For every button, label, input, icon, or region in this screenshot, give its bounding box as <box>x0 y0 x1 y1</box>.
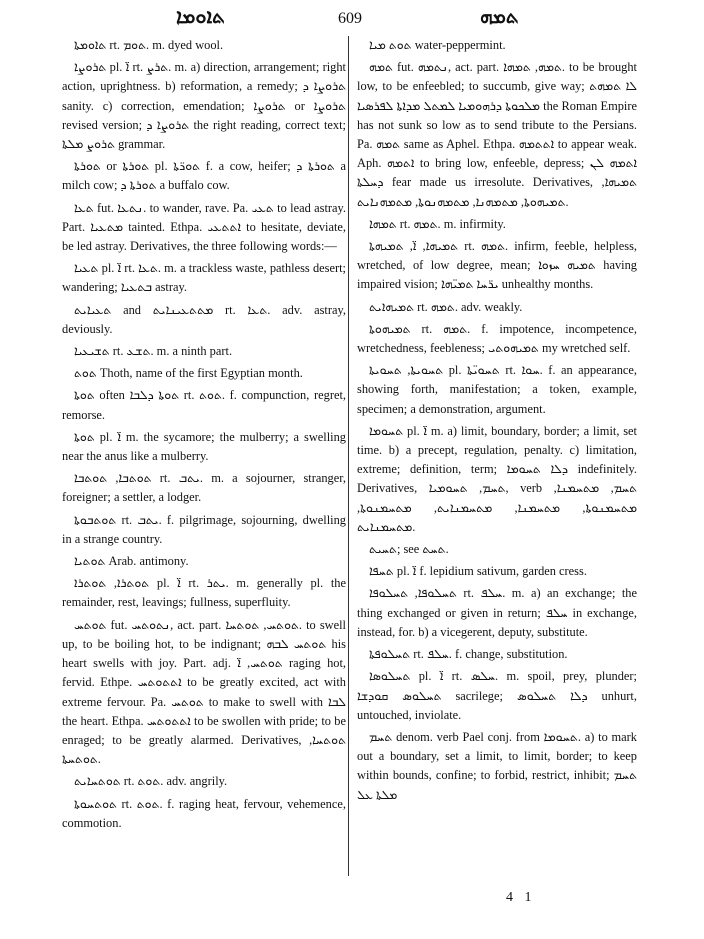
dictionary-entry: ܬܚܡ denom. verb Pael conj. from ܬܚܘܡܐ. a) to mark out a boundary, set a limit, to limit, border; to keep within bounds, confine; to forbid, restrict, inhibit; ܬܚܡ ܡܠܬܐ ܥܠ <box>357 729 637 802</box>
dictionary-entry: ܬܚܘܡܐ pl. ܐ̈ m. a) limit, boundary, border; a limit, set time. b) a precept, regulation, penalty. c) limitation, extreme; definition, term; ܕܠܐ ܬܚܘܡܐ indefinitely. Derivatives, ܬܚܡ, ܬܚܘܡܝܐ, verb ܬܚܡ, ܡܬܚܡܢܐ, ܡܬܚܡܢܘܬܐ, ܡܬܚܡܢܐ, ܡܬܚܡܢܐܝܬ, ܡܬܚܡܢܘܬܐ, ܡܬܚܡܢܐܝܬ. <box>357 423 638 534</box>
running-head-left: ܬܐܘܡܐ <box>176 6 225 28</box>
dictionary-entry: ܬܫܝܥܝܐ rt. ܬܫܥ. m. a ninth part. <box>74 344 233 359</box>
dictionary-entry: ܬܘܬ ܡܝܐ water-peppermint. <box>369 38 506 52</box>
dictionary-entry: ܬܥܝܐ pl. ܐ̈ rt. ܬܥܐ. m. a trackless waste, pathless desert; wandering; ܒܬܥܝܐ astray. <box>62 261 346 295</box>
dictionary-entry: ܬܘܬܐ often ܬܘܬܐ ܕܠܒܐ rt. ܬܘܬ. f. compunction, regret, remorse. <box>62 388 346 422</box>
dictionary-entry: ܬܡܝܗܐܝܬ rt. ܬܡܗ. adv. weakly. <box>369 299 523 314</box>
dictionary-entry: ܬܚܠܘܦܐ, ܬܚܠܘܦܐ rt. ܚܠܦ. m. a) an exchange; the thing exchanged or given in return; ܚܠܦ in exchange, instead, for. b) a vicegerent, deputy, substitute. <box>357 586 637 639</box>
dictionary-entry: ܬܘܬܚ fut. ܢܬܘܬܚ, act. part. ܬܘܬܚ, ܬܘܬܚܐ. to swell up, to be boiling hot, to be indignant; ܬܘܬܚ ܠܒܗ his heart swells with joy. Part. adj. ܬܘܬܚ, ܐ̈ raging hot, fervid. Ethpe. ܐܬܬܘܬܚ to be greatly excited, act with extreme fervour. Pa. ܬܘܬܚ to make to swell with ܠܒܐ the heart. Ethpa. ܐܬܬܘܬܚ to be swollen with pride; to be enraged; to be greatly alarmed. Derivatives, ܬܘܬܚܐ, ܬܘܬܚܬܐ. <box>62 617 346 767</box>
dictionary-entry: ܬܐܘܡܬܐ rt. ܬܘܡ. m. dyed wool. <box>74 38 224 52</box>
signature-mark: 4 1 <box>506 890 536 905</box>
dictionary-entry: ܬܚܘܝܬܐ, ܬܚܘܝܬܐ pl. ܬܚܘܝ̈ܬܐ rt. ܚܘܐ. f. an appearance, showing forth, manifestation; a token, example, specimen; a demonstration, argument. <box>357 363 637 416</box>
left-column <box>62 36 346 836</box>
dictionary-entry: ܬܘܬܪܐ, ܬܘܬܪܐ pl. ܐ̈ rt. ܝܬܪ. m. generally pl. the remainder, rest, leavings; fullness, superfluity. <box>62 576 347 610</box>
dictionary-entry: ܬܘܬܚܐܝܬ rt. ܬܘܬ. adv. angrily. <box>74 774 228 789</box>
dictionary-entry: ܬܥܝܐܝܬ and ܡܬܬܥܝܢܐܝܬ rt. ܬܥܐ. adv. astray, deviously. <box>62 302 346 336</box>
dictionary-entry: ܬܚܠܘܣܐ pl. ܐ̈ rt. ܚܠܣ. m. spoil, prey, plunder; ܬܚܠܘܣ ܩܘܕܫܐ sacrilege; ܕܠܐ ܬܚܠܘܣ unhurt, untouched, inviolate. <box>357 669 637 722</box>
dictionary-entry: ܬܘܬܝܐ Arab. antimony. <box>74 554 189 569</box>
dictionary-entry: ܬܘܬܒܘܬܐ rt. ܝܬܒ. f. pilgrimage, sojourning, dwelling in a strange country. <box>62 512 346 546</box>
dictionary-entry: ܬܚܝܬ; see ܬܚܬ. <box>369 542 449 557</box>
dictionary-entry: ܬܚܦܐ pl. ܐ̈ f. lepidium sativum, garden cress. <box>369 564 587 579</box>
dictionary-entry: ܬܘܬܚܘܬܐ rt. ܬܘܬ. f. raging heat, fervour, vehemence, commotion. <box>62 796 346 830</box>
dictionary-entry: ܬܡܗ fut. ܢܬܡܗ, act. part. ܬܡܗ, ܬܡܗܐ. to be brought low, to be enfeebled; to succumb, give way; ܠܐ ܬܡܗܬ ܡܠܟܘܬܐ ܕܪܗܘܡܝܐ ܠܡܬܠ ܡܕܐܬܐ ܠܦܪܣܝܐ the Roman Empire has not sunk so low as to send tribute to the Persians. Pa. ܬܡܗ same as Aphel. Ethpa. ܐܬܬܡܗ to appear weak. Aph. ܐܬܡܗ to bring low, enfeeble, depress; ܐܬܡܗ ܠܢ ܕܚܠܬܐ fear made us irresolute. Derivatives, ܬܡܝܗܐ, ܬܡܝܗܘܬܐ, ܡܬܡܗܢܐ, ܡܬܡܗܢܘܬܐ, ܡܬܡܗܢܐܝܬ. <box>357 60 637 209</box>
right-column <box>357 36 637 808</box>
page-header <box>0 4 704 30</box>
dictionary-entry: ܬܡܝܗܐ, ܐ̈, ܬܡܝܗܬܐ rt. ܬܡܗ. infirm, feeble, helpless, wretched, of low degree, mean; ܬܡܝܗ ܚܙܘܐ having impaired vision; ܝܪ̈ܚܐ ܬܡܝ̈ܗܐ unhealthy months. <box>357 239 637 292</box>
column-divider <box>348 36 349 876</box>
dictionary-entry: ܬܘܬܐ pl. ܐ̈ m. the sycamore; the mulberry; a swelling near the anus like a mulberry. <box>62 429 346 464</box>
page-number: 609 <box>338 10 362 27</box>
dictionary-entry: ܬܥܐ fut. ܢܬܥܐ. to wander, rave. Pa. ܬܥܝ to lead astray. Part. ܡܬܥܝܐ tainted. Ethpa. ܐܬܬܥܝ to hesitate, deviate, be led astray. Derivatives, the three following words:— <box>62 200 347 254</box>
dictionary-entry: ܬܚܠܘܦܬܐ rt. ܚܠܦ. f. change, substitution. <box>369 647 568 662</box>
dictionary-entry: ܬܡܝܗܘܬܐ rt. ܬܡܗ. f. impotence, incompetence, wretchedness, feebleness; ܬܡܝܗܘܬܝ my wretched self. <box>357 321 637 356</box>
dictionary-entry: ܬܘܬ Thoth, name of the first Egyptian month. <box>74 366 303 381</box>
dictionary-entry: ܬܘܬܒܐ, ܬܘܬܒܐ rt. ܝܬܒ. m. a sojourner, stranger, foreigner; a settler, a lodger. <box>62 471 346 505</box>
dictionary-entry: ܬܪܘܨܐ pl. ܐ̈ rt. ܬܪܨ. m. a) direction, arrangement; right action, uprightness. b) reformation, a remedy; ܬܪܘܨܐ ܕ sanity. c) correction, emendation; ܬܪܘܨܐ or ܬܪܘܨܐ revised version; ܬܪܘܨܐ ܕ the right reading, correct text; ܬܪܘܨ ܡܠܬܐ grammar. <box>62 60 346 152</box>
dictionary-entry: ܬܘܪܬܐ or ܬܘܪܬܐ pl. ܬܘܪ̈ܬܐ f. a cow, heifer; ܬܘܪܬܐ ܕ a milch cow; ܬܘܪܬܐ ܕ a buffalo cow. <box>62 159 346 193</box>
dictionary-entry: ܬܡܗܐ rt. ܬܡܗ. m. infirmity. <box>369 216 506 231</box>
running-head-right: ܬܡܗ <box>480 6 519 28</box>
